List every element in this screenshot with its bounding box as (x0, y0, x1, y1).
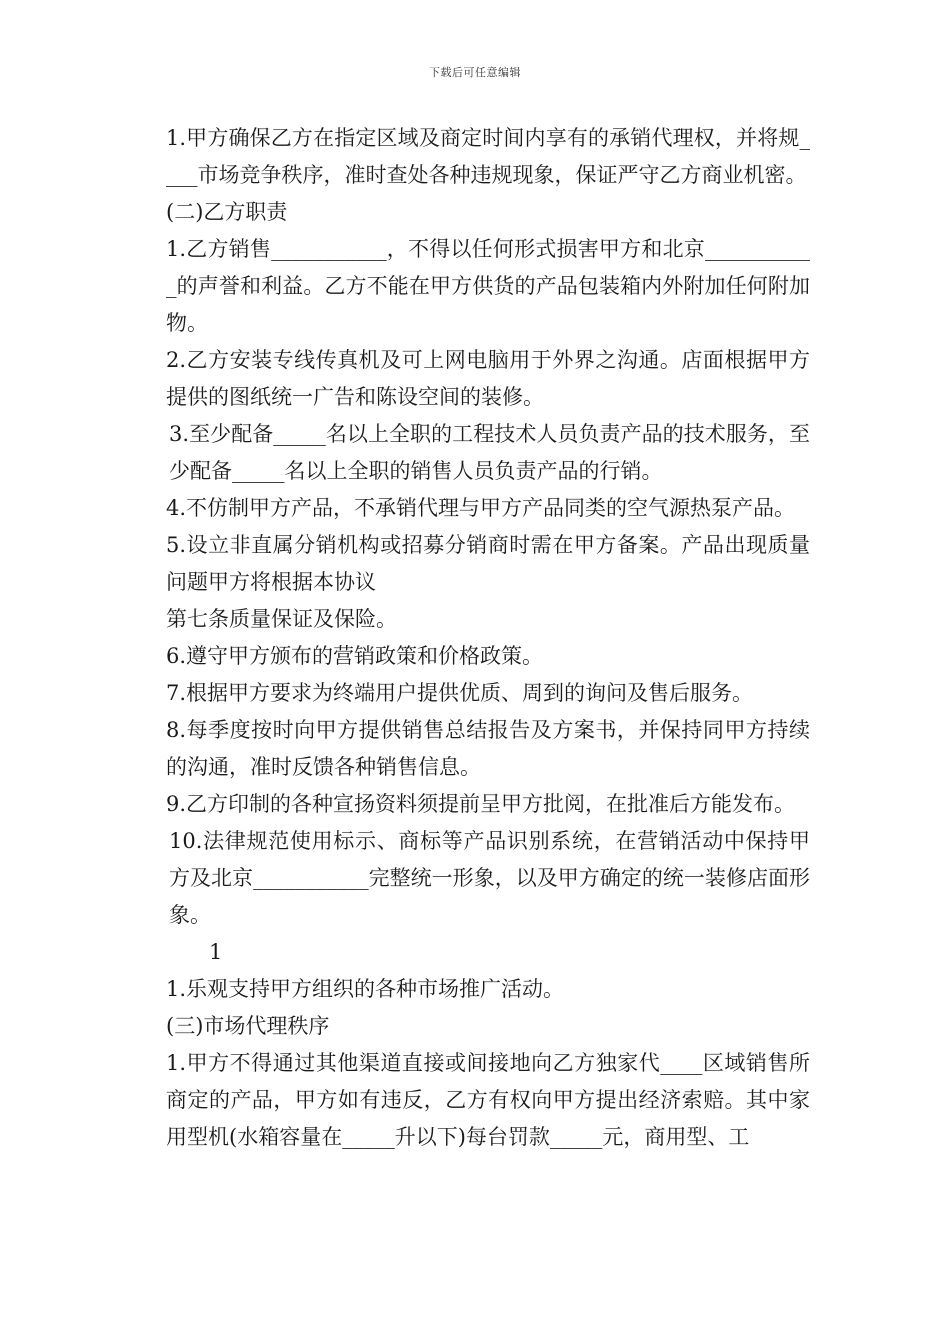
paragraph: 2.乙方安装专线传真机及可上网电脑用于外界之沟通。店面根据甲方提供的图纸统一广告和陈设空间的装修。 (166, 348, 810, 409)
paragraph: 6.遵守甲方颁布的营销政策和价格政策。 (166, 644, 544, 668)
page-number: 1 (209, 940, 223, 964)
paragraph: 4.不仿制甲方产品，不承销代理与甲方产品同类的空气源热泵产品。 (166, 496, 796, 520)
paragraph: 1.乐观支持甲方组织的各种市场推广活动。 (166, 977, 565, 1001)
page-header-note: 下载后可任意编辑 (429, 66, 521, 79)
paragraph: 10.法律规范使用标示、商标等产品识别系统，在营销活动中保持甲方及北京___________完整统一形象，以及甲方确定的统一装修店面形象。 (169, 829, 810, 927)
paragraph: 1.甲方不得通过其他渠道直接或间接地向乙方独家代____区域销售所商定的产品，甲方如有违反，乙方有权向甲方提出经济索赔。其中家用型机(水箱容量在_____升以下)每台罚款_____元，商用型、工 (166, 1051, 810, 1149)
paragraph: 1.乙方销售___________，不得以任何形式损害甲方和北京___________的声誉和利益。乙方不能在甲方供货的产品包装箱内外附加任何附加物。 (166, 237, 810, 335)
paragraph: 8.每季度按时向甲方提供销售总结报告及方案书，并保持同甲方持续的沟通，准时反馈各种销售信息。 (166, 718, 810, 779)
paragraph: 3.至少配备_____名以上全职的工程技术人员负责产品的技术服务，至少配备_____名以上全职的销售人员负责产品的行销。 (169, 422, 810, 483)
section-heading: (二)乙方职责 (166, 200, 288, 224)
paragraph: 1.甲方确保乙方在指定区域及商定时间内享有的承销代理权，并将规____市场竞争秩序，准时查处各种违规现象，保证严守乙方商业机密。 (166, 126, 810, 187)
paragraph: 第七条质量保证及保险。 (166, 607, 397, 631)
document-body (146, 120, 810, 1156)
paragraph: 7.根据甲方要求为终端用户提供优质、周到的询问及售后服务。 (166, 681, 754, 705)
paragraph: 5.设立非直属分销机构或招募分销商时需在甲方备案。产品出现质量问题甲方将根据本协议 (166, 533, 810, 594)
paragraph: 9.乙方印制的各种宣扬资料须提前呈甲方批阅，在批准后方能发布。 (166, 792, 796, 816)
section-heading: (三)市场代理秩序 (166, 1014, 330, 1038)
